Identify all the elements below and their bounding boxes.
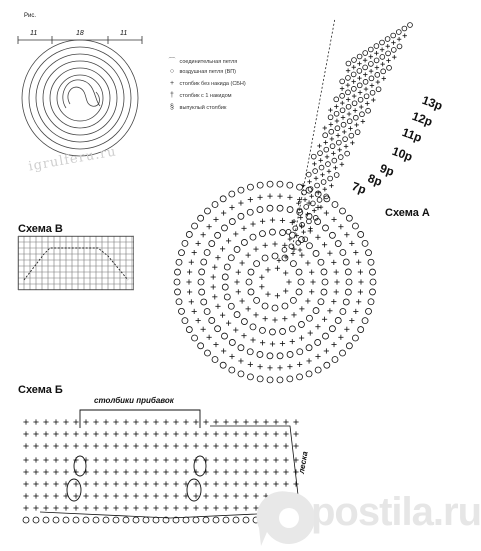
slip-stitch-icon: ⌒ <box>168 58 176 65</box>
round-label-7: 7р <box>350 179 368 197</box>
double-crochet-icon: † <box>170 92 174 99</box>
postila-p-icon <box>255 488 319 548</box>
raised-stitch-icon: § <box>170 104 174 111</box>
dim-right: 11 <box>120 30 128 37</box>
legend-text: выпуклый столбик <box>179 105 227 111</box>
watermark: igrulferu.ru <box>27 144 118 175</box>
fishing-line-label: леска <box>296 450 310 475</box>
scheme-a-title: Схема А <box>385 207 430 219</box>
legend-text: столбик с 1 накидом <box>179 93 232 99</box>
stitch-group <box>174 181 376 383</box>
dim-middle: 18 <box>76 30 84 37</box>
scheme-b-title: Схема Б <box>18 384 63 396</box>
round-label-11: 11р <box>400 124 424 146</box>
legend-text: воздушная петля (ВП) <box>179 69 237 75</box>
brand-logo <box>255 480 481 551</box>
round-label-13: 13р <box>420 92 445 114</box>
round-label-9: 9р <box>378 161 396 179</box>
round-label-10: 10р <box>390 143 415 165</box>
increase-label: столбики прибавок <box>94 396 174 405</box>
dim-left: 11 <box>30 30 38 37</box>
ray-group <box>277 23 413 263</box>
figure-label: Рис. <box>24 13 37 19</box>
brand-text: postila.ru <box>311 490 481 534</box>
round-label-8: 8р <box>366 171 384 189</box>
chain-stitch-icon: ○ <box>169 68 175 75</box>
scheme-v-title: Схема В <box>18 223 63 235</box>
legend-text: соединительная петля <box>179 59 238 65</box>
round-label-12: 12р <box>410 108 435 130</box>
scheme-v-grid <box>18 236 134 290</box>
single-crochet-icon: + <box>169 80 175 87</box>
legend-text: столбик без накида (СБН) <box>179 81 246 87</box>
